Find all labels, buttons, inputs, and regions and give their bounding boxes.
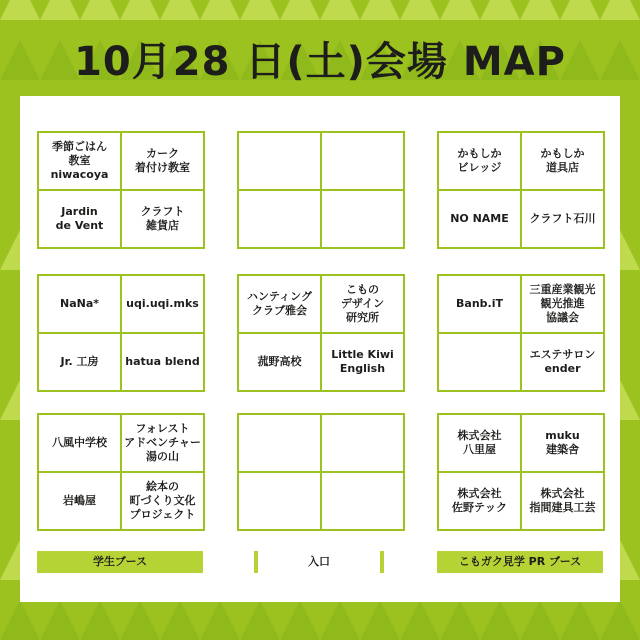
booth-block-8 [237, 413, 405, 531]
booth-cell: 三重産業観光 観光推進 協議会 [522, 276, 603, 332]
booth-block-6 [437, 274, 605, 392]
booth-cell: 株式会社 指間建具工芸 [522, 473, 603, 529]
booth-cell: かもしか 道具店 [522, 133, 603, 189]
booth-block-7 [37, 413, 205, 531]
booth-cell: クラフト 雑貨店 [122, 191, 203, 247]
booth-block-2 [237, 131, 405, 249]
booth-cell: Little Kiwi English [322, 334, 403, 390]
booth-cell [322, 133, 403, 189]
page-title: 10月28 日(土)会場 MAP [74, 39, 566, 85]
booth-cell: かもしか ビレッジ [439, 133, 520, 189]
booth-cell: Banb.iT [439, 276, 520, 332]
booth-cell [239, 191, 320, 247]
booth-cell [239, 133, 320, 189]
booth-cell: エステサロン ender [522, 334, 603, 390]
booth-cell: Jr. 工房 [39, 334, 120, 390]
booth-cell [239, 415, 320, 471]
booth-cell: 株式会社 佐野テック [439, 473, 520, 529]
booth-cell: hatua blend [122, 334, 203, 390]
entrance-right-marker [380, 551, 384, 573]
booth-cell: 株式会社 八里屋 [439, 415, 520, 471]
pr-booth-bar: こもガク見学 PR ブース [437, 551, 603, 573]
booth-cell: フォレスト アドベンチャー 湯の山 [122, 415, 203, 471]
booth-cell: Jardin de Vent [39, 191, 120, 247]
booth-cell: 季節ごはん 教室 niwacoya [39, 133, 120, 189]
booth-cell: ハンティング クラブ雅会 [239, 276, 320, 332]
booth-cell: muku 建築舎 [522, 415, 603, 471]
booth-cell: 八風中学校 [39, 415, 120, 471]
booth-cell: カーク 着付け教室 [122, 133, 203, 189]
booth-cell [322, 191, 403, 247]
booth-cell [439, 334, 520, 390]
booth-block-4 [37, 274, 205, 392]
booth-cell: NaNa* [39, 276, 120, 332]
booth-cell: 菰野高校 [239, 334, 320, 390]
booth-cell [322, 473, 403, 529]
booth-cell: こもの デザイン 研究所 [322, 276, 403, 332]
entrance-label: 入口 [308, 555, 330, 568]
booth-block-3 [437, 131, 605, 249]
booth-cell [322, 415, 403, 471]
booth-cell [239, 473, 320, 529]
booth-block-5 [237, 274, 405, 392]
student-booth-bar: 学生ブース [37, 551, 203, 573]
booth-cell: uqi.uqi.mks [122, 276, 203, 332]
booth-cell: クラフト石川 [522, 191, 603, 247]
booth-block-1 [37, 131, 205, 249]
booth-block-9 [437, 413, 605, 531]
booth-cell: NO NAME [439, 191, 520, 247]
booth-cell: 絵本の 町づくり文化 プロジェクト [122, 473, 203, 529]
booth-cell: 岩嶋屋 [39, 473, 120, 529]
